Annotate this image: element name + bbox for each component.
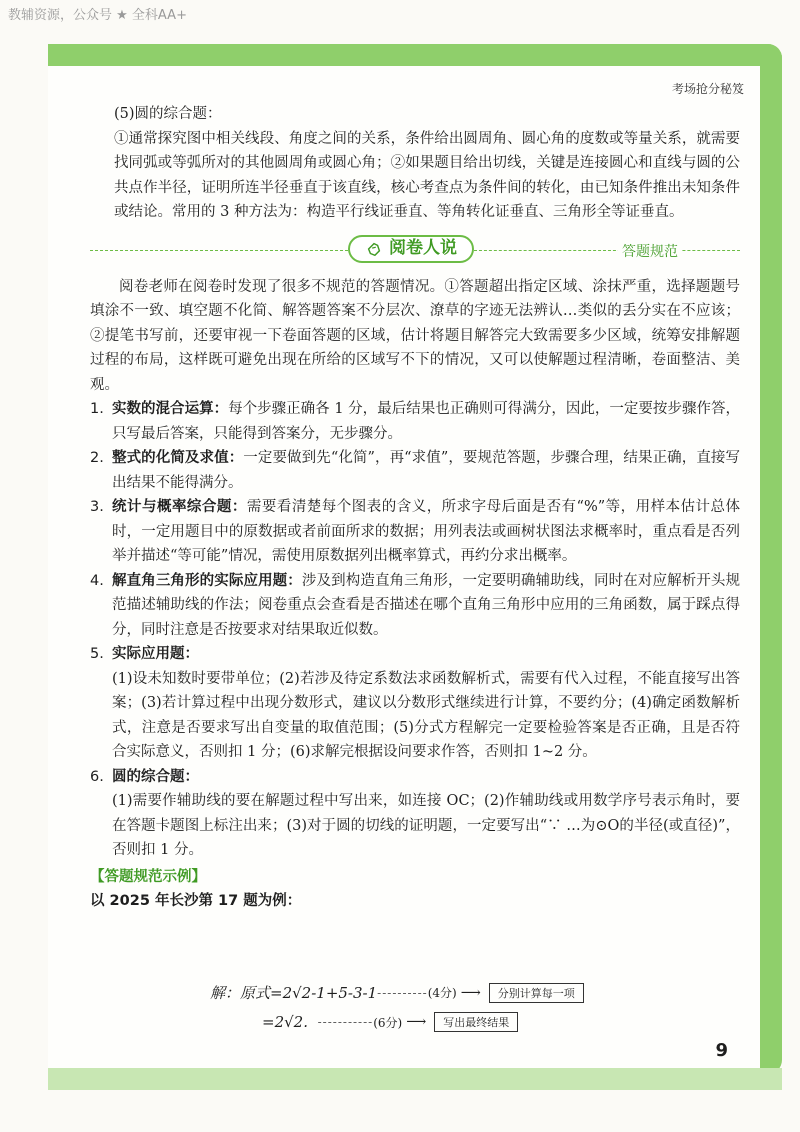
divider-line-left [90,250,348,251]
item-number: 2. [90,450,104,466]
example-tag: 【答题规范示例】 [90,868,206,885]
section-divider [90,235,740,267]
arrow-right-icon: ⟶ [406,1014,427,1030]
item-title: 圆的综合题： [112,768,199,785]
divider-title: 阅卷人说 [389,238,457,259]
watermark-text: 教辅资源，公众号 ★ 全科AA+ [8,8,187,23]
item-text: 需要看清楚每个图表的含义，所求字母后面是否有“%”等，用样本估计总体时，一定用题目中的原数据或者前面所求的数据；用列表法或画树状图法求概率时，重点看是否列举并描述“等可能”情况，需使用原数据列出概率算式，再约分求出概率。 [112,499,741,564]
score-label: (6分) [373,1015,403,1030]
item-title: 实际应用题： [112,646,199,662]
rule-list [90,397,740,863]
note-box: 写出最终结果 [434,1012,518,1032]
item-number: 4. [90,572,104,589]
section5-heading: (5)圆的综合题： [114,106,222,122]
leader-dashes: ----------- [307,1015,374,1029]
item-text: 一定要做到先“化简”，再“求值”，要规范答题，步骤合理，结果正确，直接写出结果不能得满分。 [112,450,741,491]
leader-dashes: ---------- [377,985,428,1000]
section5-body: ①通常探究图中相关线段、角度之间的关系，条件给出圆周角、圆心角的度数或等量关系，就需要找同弧或等弧所对的其他圆周角或圆心角；②如果题目给出切线，关键是连接圆心和直线与圆的公共点作半径，证明所连半径垂直于该直线，核心考查点为条件间的转化，由已知条件推出未知条件或结论。常用的 3 种方法为：构造平行线证垂直、等角转化证垂直、三角形全等证垂直。 [114,130,740,220]
item-title: 解直角三角形的实际应用题： [112,572,302,589]
item-number: 6. [90,768,104,785]
item-text: (1)需要作辅助线的要在解题过程中写出来，如连接 OC；(2)作辅助线或用数学序号表示角时，要在答题卡题图上标注出来；(3)对于圆的切线的证明题，一定要写出“∵ …为⊙O的半径(或直径)”，否则扣 1 分。 [112,793,740,858]
handwritten-solution [210,978,650,1040]
running-header: 考场抢分秘笈 [671,82,744,96]
item-number: 5. [90,646,104,662]
solution-line-2 [262,1012,518,1032]
intro-paragraph: 阅卷老师在阅卷时发现了很多不规范的答题情况。①答题超出指定区域、涂抹严重，选择题题号填涂不一致、填空题不化简、解答题答案不分层次、潦草的字迹无法辨认…类似的丢分实在不应该；②提笔书写前，还要审视一下卷面答题的区域，估计将题目解答完大致需要多少区域，统筹安排解题过程的布局，这样既可避免出现在所给的区域写不下的情况，又可以使解题过程清晰，卷面整洁、美观。 [90,278,740,393]
page-number: 9 [715,1040,728,1061]
list-item [90,569,740,643]
item-number: 3. [90,499,104,515]
item-text: 涉及到构造直角三角形，一定要明确辅助线，同时在对应解析开头规范描述辅助线的作法；阅卷重点会查看是否描述在哪个直角三角形中应用的三角函数，属于踩点得分，同时注意是否按要求对结果取近似数。 [112,572,741,638]
hand-icon [365,240,383,258]
item-title: 实数的混合运算： [112,401,229,417]
divider-pill [348,235,474,263]
item-title: 整式的化简及求值： [112,450,244,466]
solution-expression: 解：原式=2√2-1+5-3-1 [210,984,378,1002]
item-number: 1. [90,401,104,417]
list-item [90,446,740,495]
page-content [90,102,740,914]
item-text: (1)设未知数时要带单位；(2)若涉及待定系数法求函数解析式，需要有代入过程，不能直接写出答案；(3)若计算过程中出现分数形式，建议以分数形式继续进行计算，不要约分；(4)确定函数解析式，注意是否要求写出自变量的取值范围；(5)分式方程解完一定要检验答案是否正确，且是否符合实际意义，否则扣 1 分；(6)求解完根据设问要求作答，否则扣 1~2 分。 [112,670,740,760]
list-item [90,765,740,863]
list-item [90,642,740,765]
item-text: 每个步骤正确各 1 分，最后结果也正确则可得满分，因此，一定要按步骤作答，只写最后答案，只能得到答案分，无步骤分。 [112,401,740,442]
solution-result: =2√2. [262,1013,308,1031]
list-item [90,495,740,569]
divider-right-label: 答题规范 [618,240,682,265]
page-frame-top [48,44,782,66]
example-intro: 以 2025 年长沙第 17 题为例： [90,893,302,909]
list-item [90,397,740,446]
solution-line-1 [210,982,584,1003]
divider-line-right [474,250,740,251]
note-box: 分别计算每一项 [489,983,584,1003]
score-label: (4分) [427,986,457,1000]
arrow-right-icon: ⟶ [460,984,481,1001]
page-frame-right [760,44,782,1074]
page-frame-bottom [48,1068,782,1090]
item-title: 统计与概率综合题： [112,499,247,515]
